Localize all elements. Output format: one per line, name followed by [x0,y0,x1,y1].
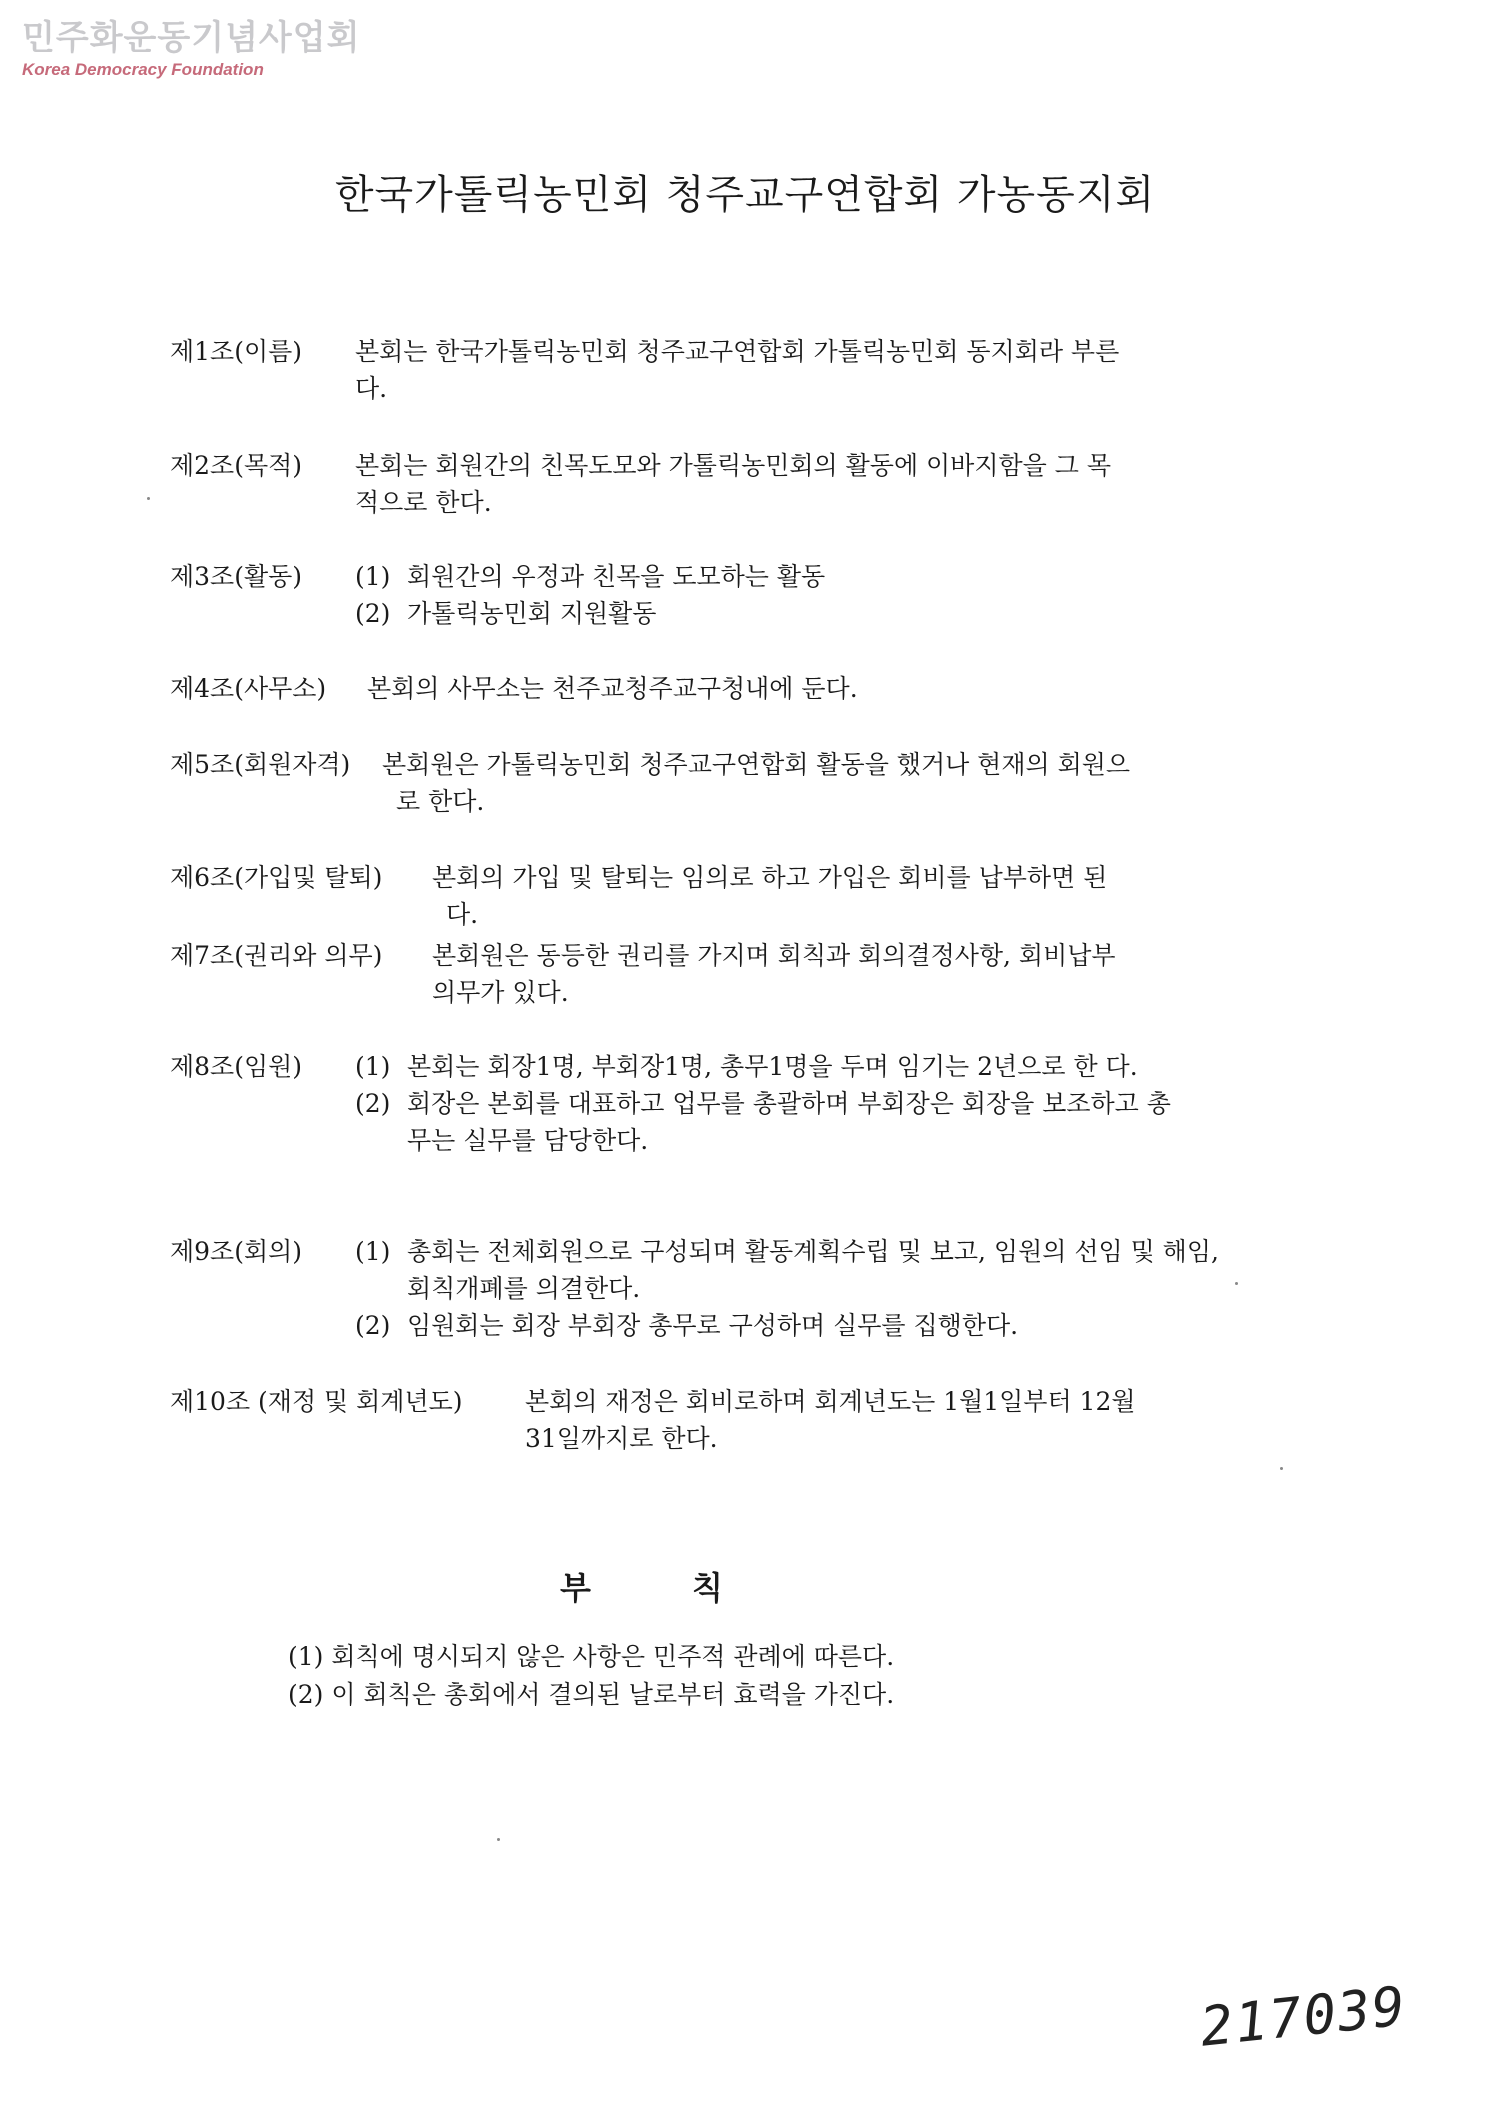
article-line: 본회의 사무소는 천주교청주교구청내에 둔다. [367,674,858,703]
article-item [355,1048,1195,1085]
article-item [355,558,1230,595]
item-text: 임원회는 회장 부회장 총무로 구성하며 실무를 집행한다. [407,1311,1019,1340]
item-text: 회장은 본회를 대표하고 업무를 총괄하며 부회장은 회장을 보조하고 총무는 실무를 담당한다. [407,1089,1171,1155]
supplementary-item: (1) 회칙에 명시되지 않은 사항은 민주적 관례에 따른다. [288,1642,895,1671]
article-line: 본회의 재정은 회비로하며 회계년도는 1월1일부터 12월 [525,1387,1136,1416]
watermark-korean: 민주화운동기념사업회 [22,18,361,58]
article-label: 제4조(사무소) [170,674,327,703]
handwritten-number: 217039 [1197,1974,1410,2059]
article-line: 다. [446,900,479,929]
article-line: 의무가 있다. [432,978,569,1007]
scan-speck [147,497,150,500]
article-label: 제1조(이름) [170,337,303,366]
article-item [355,1233,1235,1307]
item-number: (2) [355,1311,391,1340]
article-label: 제10조 (재정 및 회계년도) [170,1387,463,1416]
item-text: 본회는 회장1명, 부회장1명, 총무1명을 두며 임기는 2년으로 한 다. [407,1052,1138,1081]
article-label: 제7조(권리와 의무) [170,941,383,970]
article-line: 본회는 한국가톨릭농민회 청주교구연합회 가톨릭농민회 동지회라 부른 [355,337,1120,366]
watermark-english: Korea Democracy Foundation [22,60,264,79]
article-label: 제2조(목적) [170,451,303,480]
item-number: (1) [355,1237,391,1266]
article-line: 31일까지로 한다. [525,1424,718,1453]
scan-speck [497,1838,500,1841]
article-line: 적으로 한다. [355,488,492,517]
article-label: 제9조(회의) [170,1237,303,1266]
article-label: 제3조(활동) [170,562,303,591]
article-line: 로 한다. [396,787,485,816]
item-number: (2) [355,599,391,628]
article-line: 본회의 가입 및 탈퇴는 임의로 하고 가입은 회비를 납부하면 된 [432,863,1108,892]
article-line: 본회원은 가톨릭농민회 청주교구연합회 활동을 했거나 현재의 회원으 [382,750,1131,779]
article-line: 본회는 회원간의 친목도모와 가톨릭농민회의 활동에 이바지함을 그 목 [355,451,1111,480]
article-item [355,1085,1195,1159]
document-title: 한국가톨릭농민회 청주교구연합회 가농동지회 [334,172,1156,218]
item-number: (2) [355,1089,391,1118]
item-text: 회원간의 우정과 친목을 도모하는 활동 [407,562,826,591]
scan-speck [1280,1467,1283,1470]
supplementary-item: (2) 이 회칙은 총회에서 결의된 날로부터 효력을 가진다. [288,1680,895,1709]
article-line: 본회원은 동등한 권리를 가지며 회칙과 회의결정사항, 회비납부 [432,941,1116,970]
watermark-logo [22,18,360,80]
article-label: 제6조(가입및 탈퇴) [170,863,383,892]
item-number: (1) [355,562,391,591]
item-text: 총회는 전체회원으로 구성되며 활동계획수립 및 보고, 임원의 선임 및 해임, 회칙개폐를 의결한다. [407,1237,1219,1303]
article-item [355,595,1230,632]
article-line: 다. [355,374,388,403]
item-text: 가톨릭농민회 지원활동 [407,599,657,628]
supplementary-list [288,1638,1188,1714]
item-number: (1) [355,1052,391,1081]
article-label: 제5조(회원자격) [170,750,351,779]
scan-speck [1235,1282,1238,1285]
article-label: 제8조(임원) [170,1052,303,1081]
supplementary-title: 부 칙 [560,1569,723,1607]
article-item [355,1307,1235,1344]
